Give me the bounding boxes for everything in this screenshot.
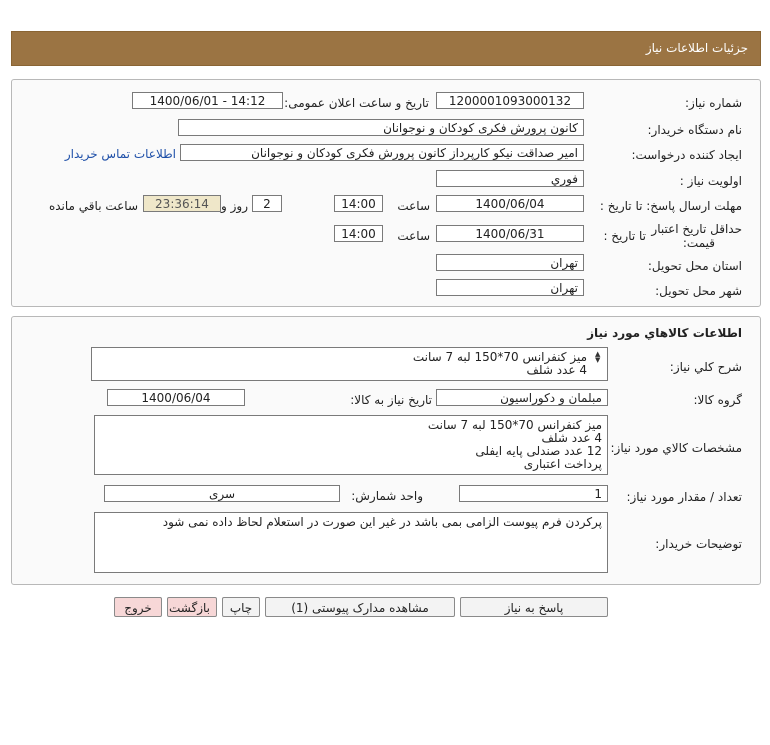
unit-label: واحد شمارش: xyxy=(351,489,423,503)
requester-field: امیر صداقت نیکو کارپرداز کانون پرورش فکری کودکان و نوجوانان xyxy=(180,144,584,161)
qty-label: تعداد / مقدار مورد نیاز: xyxy=(626,490,742,504)
province-label: استان محل تحویل: xyxy=(647,259,742,273)
announce-label: تاریخ و ساعت اعلان عمومی: xyxy=(284,96,429,110)
requester-label: ایجاد کننده درخواست: xyxy=(631,148,742,162)
validity-date-field: 1400/06/31 xyxy=(436,225,584,242)
need-date-field: 1400/06/04 xyxy=(107,389,245,406)
deadline-date-field: 1400/06/04 xyxy=(436,195,584,212)
summary-textarea[interactable]: میز کنفرانس 70*150 لبه 7 سانت 4 عدد شلف xyxy=(91,347,608,381)
remaining-time-label: ساعت باقي مانده xyxy=(48,199,138,213)
specs-textarea[interactable]: میز کنفرانس 70*150 لبه 7 سانت 4 عدد شلف 12 عدد صندلی پایه ایفلی پرداخت اعتباری xyxy=(94,415,608,475)
notes-label: توضیحات خریدار: xyxy=(655,537,742,551)
buyer-org-field: کانون پرورش فکری کودکان و نوجوانان xyxy=(178,119,584,136)
goods-section-title: اطلاعات کالاهاي مورد نياز xyxy=(587,326,742,340)
scroll-arrows-icon[interactable]: ▲ ▼ xyxy=(595,350,601,364)
need-number-label: شماره نیاز: xyxy=(685,96,742,110)
back-button[interactable]: بازگشت xyxy=(167,597,217,617)
page-header xyxy=(11,31,761,66)
days-label: روز و xyxy=(221,199,248,213)
exit-button[interactable]: خروج xyxy=(114,597,162,617)
group-field: مبلمان و دکوراسیون xyxy=(436,389,608,406)
reply-button[interactable]: پاسخ به نیاز xyxy=(460,597,608,617)
qty-field: 1 xyxy=(459,485,608,502)
validity-time-field: 14:00 xyxy=(334,225,383,242)
unit-field: سری xyxy=(104,485,340,502)
print-button[interactable]: چاپ xyxy=(222,597,260,617)
buyer-org-label: نام دستگاه خریدار: xyxy=(647,123,742,137)
notes-textarea[interactable]: پرکردن فرم پیوست الزامی بمی باشد در غیر این صورت در استعلام لحاظ داده نمی شود xyxy=(94,512,608,573)
days-remaining-field: 2 xyxy=(252,195,282,212)
deadline-time-label: ساعت xyxy=(397,199,430,213)
validity-until-label: تا تاریخ : xyxy=(603,229,646,243)
validity-label-1: حداقل تاریخ اعتبار xyxy=(651,222,742,236)
specs-label: مشخصات کالاي مورد نياز: xyxy=(610,441,742,455)
need-number-field: 1200001093000132 xyxy=(436,92,584,109)
validity-label-2: قیمت: xyxy=(682,236,715,250)
province-field: تهران xyxy=(436,254,584,271)
priority-field: فوري xyxy=(436,170,584,187)
priority-label: اولویت نیاز : xyxy=(679,174,742,188)
buyer-contact-link[interactable]: اطلاعات تماس خریدار xyxy=(64,147,176,161)
city-label: شهر محل تحویل: xyxy=(655,284,742,298)
page-title: جزئیات اطلاعات نیاز xyxy=(645,41,748,55)
view-attachments-button[interactable]: مشاهده مدارک پیوستی (1) xyxy=(265,597,455,617)
summary-label: شرح کلي نياز: xyxy=(669,360,742,374)
validity-time-label: ساعت xyxy=(397,229,430,243)
deadline-label: مهلت ارسال پاسخ: تا تاریخ : xyxy=(599,199,742,213)
deadline-time-field: 14:00 xyxy=(334,195,383,212)
group-label: گروه کالا: xyxy=(693,393,742,407)
remaining-time-field: 23:36:14 xyxy=(143,195,221,212)
announce-datetime-field: 1400/06/01 - 14:12 xyxy=(132,92,283,109)
need-date-label: تاریخ نیاز به کالا: xyxy=(350,393,432,407)
city-field: تهران xyxy=(436,279,584,296)
